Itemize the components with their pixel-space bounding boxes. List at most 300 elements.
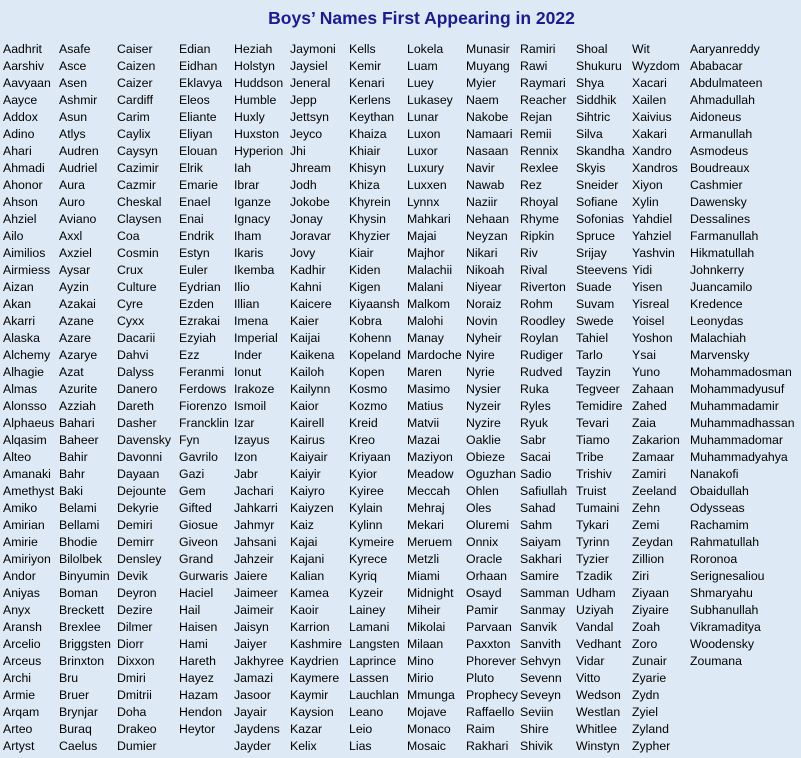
baby-name: Mekari: [407, 518, 444, 532]
baby-name: Kopeland: [349, 348, 401, 362]
baby-name: Coa: [117, 229, 140, 243]
baby-name: Kaijai: [290, 331, 321, 345]
baby-name: Zahaan: [632, 382, 674, 396]
baby-name: Mehraj: [407, 501, 445, 515]
baby-name: Joravar: [290, 229, 332, 243]
baby-name: Jasoor: [234, 688, 271, 702]
baby-name: Baki: [59, 484, 83, 498]
baby-name: Rahmatullah: [690, 535, 760, 549]
baby-name: Noraiz: [466, 297, 502, 311]
baby-name: Anyx: [3, 603, 31, 617]
baby-name: Enael: [179, 195, 211, 209]
baby-name: Tarlo: [576, 348, 603, 362]
baby-name: Asafe: [59, 42, 91, 56]
baby-name: Vitto: [576, 671, 601, 685]
baby-name: Kaydrien: [290, 654, 339, 668]
baby-name: Kobra: [349, 314, 382, 328]
baby-name: Samire: [520, 569, 559, 583]
baby-name: Raim: [466, 722, 495, 736]
baby-name: Lunar: [407, 110, 439, 124]
baby-name: Kerlens: [349, 93, 391, 107]
baby-name: Doha: [117, 705, 147, 719]
baby-name: Zemi: [632, 518, 660, 532]
baby-name: Ziyaire: [632, 603, 669, 617]
baby-name: Paxxton: [466, 637, 511, 651]
baby-name: Dilmer: [117, 620, 153, 634]
baby-name: Aarshiv: [3, 59, 45, 73]
baby-name: Miami: [407, 569, 440, 583]
baby-name: Alaska: [3, 331, 40, 345]
baby-name: Adino: [3, 127, 35, 141]
baby-name: Langsten: [349, 637, 400, 651]
baby-name: Tiamo: [576, 433, 610, 447]
baby-name: Vandal: [576, 620, 614, 634]
baby-name: Brinxton: [59, 654, 105, 668]
baby-name: Nawab: [466, 178, 505, 192]
baby-name: Ziri: [632, 569, 650, 583]
baby-name: Srijay: [576, 246, 607, 260]
baby-name: Kosmo: [349, 382, 388, 396]
baby-name: Oguzhan: [466, 467, 516, 481]
baby-name: Luey: [407, 76, 434, 90]
baby-name: Ezyiah: [179, 331, 216, 345]
baby-name: Dalyss: [117, 365, 154, 379]
baby-name: Jaimeir: [234, 603, 274, 617]
baby-name: Orhaan: [466, 569, 508, 583]
baby-name: Tayzin: [576, 365, 611, 379]
baby-name: Kaymere: [290, 671, 340, 685]
baby-name: Johnkerry: [690, 263, 744, 277]
baby-name: Dareth: [117, 399, 154, 413]
baby-name: Arcelio: [3, 637, 41, 651]
baby-name: Azziah: [59, 399, 96, 413]
baby-name: Manay: [407, 331, 444, 345]
baby-name: Gurwaris: [179, 569, 229, 583]
baby-name: Skyis: [576, 161, 606, 175]
baby-name: Jayair: [234, 705, 267, 719]
baby-name: Aavyaan: [3, 76, 51, 90]
baby-name: Zoro: [632, 637, 658, 651]
baby-name: Eidhan: [179, 59, 218, 73]
baby-name: Subhanullah: [690, 603, 759, 617]
baby-name: Almas: [3, 382, 38, 396]
baby-name: Mirio: [407, 671, 434, 685]
baby-name: Jabr: [234, 467, 258, 481]
baby-name: Maziyon: [407, 450, 453, 464]
baby-name: Nanakofi: [690, 467, 739, 481]
baby-name: Mardoche: [407, 348, 462, 362]
baby-name: Niyear: [466, 280, 502, 294]
baby-name: Mojave: [407, 705, 447, 719]
baby-name: Nyire: [466, 348, 495, 362]
baby-name: Caylix: [117, 127, 151, 141]
baby-name: Fiorenzo: [179, 399, 227, 413]
baby-name: Sneider: [576, 178, 619, 192]
baby-name: Caysyn: [117, 144, 159, 158]
baby-name: Nasaan: [466, 144, 509, 158]
baby-name: Ababacar: [690, 59, 743, 73]
baby-name: Keythan: [349, 110, 395, 124]
baby-name: Matvii: [407, 416, 440, 430]
baby-name: Jovy: [290, 246, 316, 260]
baby-name: Kelix: [290, 739, 317, 753]
baby-name: Leio: [349, 722, 373, 736]
baby-name: Izar: [234, 416, 255, 430]
baby-name: Kopen: [349, 365, 385, 379]
baby-name: Bellami: [59, 518, 100, 532]
baby-name: Udham: [576, 586, 616, 600]
baby-name: Ahmadi: [3, 161, 45, 175]
baby-name: Azakai: [59, 297, 96, 311]
baby-name: Zyarie: [632, 671, 667, 685]
baby-name: Kashmire: [290, 637, 342, 651]
baby-name: Azat: [59, 365, 84, 379]
baby-name: Phorever: [466, 654, 516, 668]
baby-name: Leano: [349, 705, 384, 719]
baby-name: Sanmay: [520, 603, 566, 617]
baby-name: Sevenn: [520, 671, 562, 685]
baby-name: Tahiel: [576, 331, 609, 345]
baby-name: Ahmadullah: [690, 93, 755, 107]
baby-name: Rexlee: [520, 161, 559, 175]
baby-name: Temidire: [576, 399, 623, 413]
baby-name: Kaier: [290, 314, 319, 328]
baby-name: Holstyn: [234, 59, 276, 73]
baby-name: Kigen: [349, 280, 381, 294]
baby-name: Nyzeir: [466, 399, 501, 413]
baby-name: Kiden: [349, 263, 381, 277]
baby-name: Kylinn: [349, 518, 383, 532]
baby-name: Obieze: [466, 450, 505, 464]
baby-name: Bahari: [59, 416, 95, 430]
baby-name: Kahni: [290, 280, 322, 294]
baby-name: Yoshon: [632, 331, 673, 345]
baby-name: Dmiri: [117, 671, 146, 685]
baby-name: Aysar: [59, 263, 91, 277]
name-column: [466, 41, 518, 755]
baby-name: Seveyn: [520, 688, 562, 702]
baby-name: Gifted: [179, 501, 212, 515]
name-column: [576, 41, 627, 755]
baby-name: Kaiz: [290, 518, 314, 532]
baby-name: Aviano: [59, 212, 97, 226]
baby-name: Ikemba: [234, 263, 275, 277]
baby-name: Rawi: [520, 59, 548, 73]
baby-name: Sahm: [520, 518, 553, 532]
baby-name: Kyiree: [349, 484, 384, 498]
baby-name: Cashmier: [690, 178, 743, 192]
baby-name: Rez: [520, 178, 542, 192]
baby-name: Kaikena: [290, 348, 335, 362]
baby-name: Malani: [407, 280, 444, 294]
name-column: [632, 41, 680, 755]
baby-name: Malachiah: [690, 331, 747, 345]
baby-name: Ayzin: [59, 280, 89, 294]
baby-name: Kaicere: [290, 297, 332, 311]
baby-name: Lassen: [349, 671, 389, 685]
baby-name: Jokobe: [290, 195, 330, 209]
baby-name: Danero: [117, 382, 158, 396]
baby-name: Oracle: [466, 552, 503, 566]
baby-name: Amiko: [3, 501, 38, 515]
baby-name: Irakoze: [234, 382, 275, 396]
baby-name: Siddhik: [576, 93, 617, 107]
baby-name: Giosue: [179, 518, 218, 532]
baby-name: Sanvith: [520, 637, 562, 651]
baby-name: Rachamim: [690, 518, 749, 532]
baby-name: Gem: [179, 484, 206, 498]
baby-name: Xaivius: [632, 110, 672, 124]
baby-name: Zypher: [632, 739, 671, 753]
baby-name: Rohm: [520, 297, 553, 311]
baby-name: Abdulmateen: [690, 76, 763, 90]
baby-name: Jeyco: [290, 127, 323, 141]
baby-name: Asmodeus: [690, 144, 749, 158]
baby-name: Giveon: [179, 535, 218, 549]
baby-name: Kriyaan: [349, 450, 391, 464]
baby-name: Naem: [466, 93, 499, 107]
baby-name: Suvam: [576, 297, 615, 311]
baby-name: Jodh: [290, 178, 317, 192]
baby-name: Gazi: [179, 467, 205, 481]
baby-name: Wedson: [576, 688, 621, 702]
baby-name: Vidar: [576, 654, 605, 668]
baby-name: Bahr: [59, 467, 85, 481]
baby-name: Alhagie: [3, 365, 45, 379]
baby-name: Kohenn: [349, 331, 392, 345]
baby-name: Kells: [349, 42, 376, 56]
baby-name: Ezz: [179, 348, 200, 362]
baby-name: Endrik: [179, 229, 214, 243]
baby-name: Ahonor: [3, 178, 43, 192]
baby-name: Sehvyn: [520, 654, 562, 668]
baby-name: Kiyaansh: [349, 297, 400, 311]
baby-name: Asun: [59, 110, 88, 124]
baby-name: Xiyon: [632, 178, 663, 192]
baby-name: Kaiyzen: [290, 501, 334, 515]
baby-name: Hyperion: [234, 144, 284, 158]
baby-name: Armie: [3, 688, 36, 702]
baby-name: Tzadik: [576, 569, 613, 583]
baby-name: Winstyn: [576, 739, 620, 753]
baby-name: Airmiess: [3, 263, 51, 277]
baby-name: Azare: [59, 331, 92, 345]
baby-name: Hayez: [179, 671, 214, 685]
baby-name: Atlys: [59, 127, 86, 141]
baby-name: Brexlee: [59, 620, 101, 634]
baby-name: Sakhari: [520, 552, 562, 566]
baby-name: Dasher: [117, 416, 157, 430]
baby-name: Alphaeus: [3, 416, 55, 430]
baby-name: Crux: [117, 263, 143, 277]
baby-name: Nysier: [466, 382, 501, 396]
baby-name: Arceus: [3, 654, 42, 668]
baby-name: Ionut: [234, 365, 262, 379]
baby-name: Arqam: [3, 705, 40, 719]
baby-name: Roodley: [520, 314, 566, 328]
baby-name: Audriel: [59, 161, 98, 175]
baby-name: Kozmo: [349, 399, 388, 413]
baby-name: Tykari: [576, 518, 609, 532]
baby-name: Dezire: [117, 603, 153, 617]
baby-name: Dessalines: [690, 212, 751, 226]
baby-name: Grand: [179, 552, 214, 566]
baby-name: Sadio: [520, 467, 552, 481]
baby-name: Ezrakai: [179, 314, 221, 328]
baby-name: Sacai: [520, 450, 551, 464]
baby-name: Myier: [466, 76, 497, 90]
baby-name: Yahdiel: [632, 212, 673, 226]
baby-name: Caelus: [59, 739, 98, 753]
baby-name: Akarri: [3, 314, 36, 328]
baby-name: Rudved: [520, 365, 563, 379]
baby-name: Davensky: [117, 433, 171, 447]
baby-name: Shoal: [576, 42, 608, 56]
baby-name: Brynjar: [59, 705, 98, 719]
baby-name: Safiullah: [520, 484, 568, 498]
baby-name: Demirr: [117, 535, 154, 549]
baby-name: Amirie: [3, 535, 38, 549]
baby-name: Jayder: [234, 739, 271, 753]
baby-name: Jeneral: [290, 76, 331, 90]
baby-name: Azarye: [59, 348, 98, 362]
baby-name: Jettsyn: [290, 110, 329, 124]
baby-name: Meruem: [407, 535, 453, 549]
baby-name: Jaiyer: [234, 637, 267, 651]
baby-name: Pamir: [466, 603, 499, 617]
baby-name: Aura: [59, 178, 85, 192]
baby-name: Jahzeir: [234, 552, 274, 566]
baby-name: Rejan: [520, 110, 553, 124]
baby-name: Miheir: [407, 603, 441, 617]
baby-name: Aimilios: [3, 246, 46, 260]
baby-name: Jhi: [290, 144, 306, 158]
baby-name: Rhoyal: [520, 195, 559, 209]
baby-name: Nikoah: [466, 263, 505, 277]
baby-name: Jaimeer: [234, 586, 278, 600]
baby-name: Eklavya: [179, 76, 223, 90]
baby-name: Naziir: [466, 195, 498, 209]
baby-name: Yuno: [632, 365, 661, 379]
baby-name: Onnix: [466, 535, 499, 549]
baby-name: Kaiyair: [290, 450, 328, 464]
baby-name: Cyre: [117, 297, 143, 311]
baby-name: Ailo: [3, 229, 24, 243]
baby-name: Dayaan: [117, 467, 160, 481]
baby-name: Yashvin: [632, 246, 675, 260]
baby-name: Mino: [407, 654, 434, 668]
baby-name: Rennix: [520, 144, 559, 158]
baby-name: Reacher: [520, 93, 567, 107]
baby-name: Carim: [117, 110, 150, 124]
baby-name: Enai: [179, 212, 204, 226]
name-column: [407, 41, 462, 755]
baby-name: Inder: [234, 348, 263, 362]
baby-name: Iham: [234, 229, 262, 243]
baby-name: Rival: [520, 263, 548, 277]
baby-name: Kaysion: [290, 705, 334, 719]
baby-name: Westlan: [576, 705, 621, 719]
baby-name: Obaidullah: [690, 484, 749, 498]
baby-name: Laprince: [349, 654, 397, 668]
baby-name: Ikaris: [234, 246, 264, 260]
baby-name: Prophecy: [466, 688, 518, 702]
baby-name: Majhor: [407, 246, 445, 260]
baby-name: Midnight: [407, 586, 454, 600]
baby-name: Mazai: [407, 433, 440, 447]
baby-name: Jepp: [290, 93, 317, 107]
baby-name: Riverton: [520, 280, 566, 294]
baby-name: Kamea: [290, 586, 329, 600]
baby-name: Kaiyro: [290, 484, 325, 498]
baby-name: Zyiel: [632, 705, 658, 719]
baby-name: Riv: [520, 246, 538, 260]
baby-name: Mosaic: [407, 739, 446, 753]
baby-name: Mikolai: [407, 620, 446, 634]
baby-name: Iah: [234, 161, 252, 175]
baby-name: Zydn: [632, 688, 660, 702]
baby-name: Zaia: [632, 416, 656, 430]
baby-name: Luxon: [407, 127, 441, 141]
baby-name: Silva: [576, 127, 603, 141]
baby-name: Novin: [466, 314, 498, 328]
baby-name: Muyang: [466, 59, 510, 73]
baby-name: Uziyah: [576, 603, 614, 617]
baby-name: Aayce: [3, 93, 38, 107]
baby-name: Ilio: [234, 280, 250, 294]
baby-name: Culture: [117, 280, 157, 294]
baby-name: Lainey: [349, 603, 386, 617]
baby-name: Ismoil: [234, 399, 267, 413]
baby-name: Kenari: [349, 76, 385, 90]
baby-name: Kylain: [349, 501, 383, 515]
baby-name: Khiair: [349, 144, 381, 158]
baby-name: Aniyas: [3, 586, 40, 600]
baby-name: Cheskal: [117, 195, 162, 209]
baby-name: Auro: [59, 195, 85, 209]
baby-name: Jaysiel: [290, 59, 328, 73]
name-column: [117, 41, 171, 755]
baby-name: Muhammadhassan: [690, 416, 795, 430]
baby-name: Ezden: [179, 297, 214, 311]
baby-name: Ahziel: [3, 212, 37, 226]
baby-name: Osayd: [466, 586, 502, 600]
baby-name: Yoisel: [632, 314, 665, 328]
baby-name: Aizan: [3, 280, 34, 294]
baby-name: Addox: [3, 110, 38, 124]
baby-name: Dixxon: [117, 654, 155, 668]
name-column: [290, 41, 342, 755]
baby-name: Densley: [117, 552, 162, 566]
baby-name: Asen: [59, 76, 88, 90]
baby-name: Mohammadosman: [690, 365, 792, 379]
baby-name: Kymeire: [349, 535, 395, 549]
baby-name: Jahmyr: [234, 518, 275, 532]
baby-name: Bru: [59, 671, 79, 685]
baby-name: Claysen: [117, 212, 162, 226]
baby-name: Sihtric: [576, 110, 611, 124]
baby-name: Xailen: [632, 93, 667, 107]
baby-name: Kairus: [290, 433, 325, 447]
baby-name: Asce: [59, 59, 87, 73]
baby-name: Tevari: [576, 416, 609, 430]
baby-name: Navir: [466, 161, 495, 175]
baby-name: Ahson: [3, 195, 38, 209]
baby-name: Kajani: [290, 552, 325, 566]
baby-name: Diorr: [117, 637, 144, 651]
baby-name: Kailynn: [290, 382, 331, 396]
baby-name: Truist: [576, 484, 607, 498]
